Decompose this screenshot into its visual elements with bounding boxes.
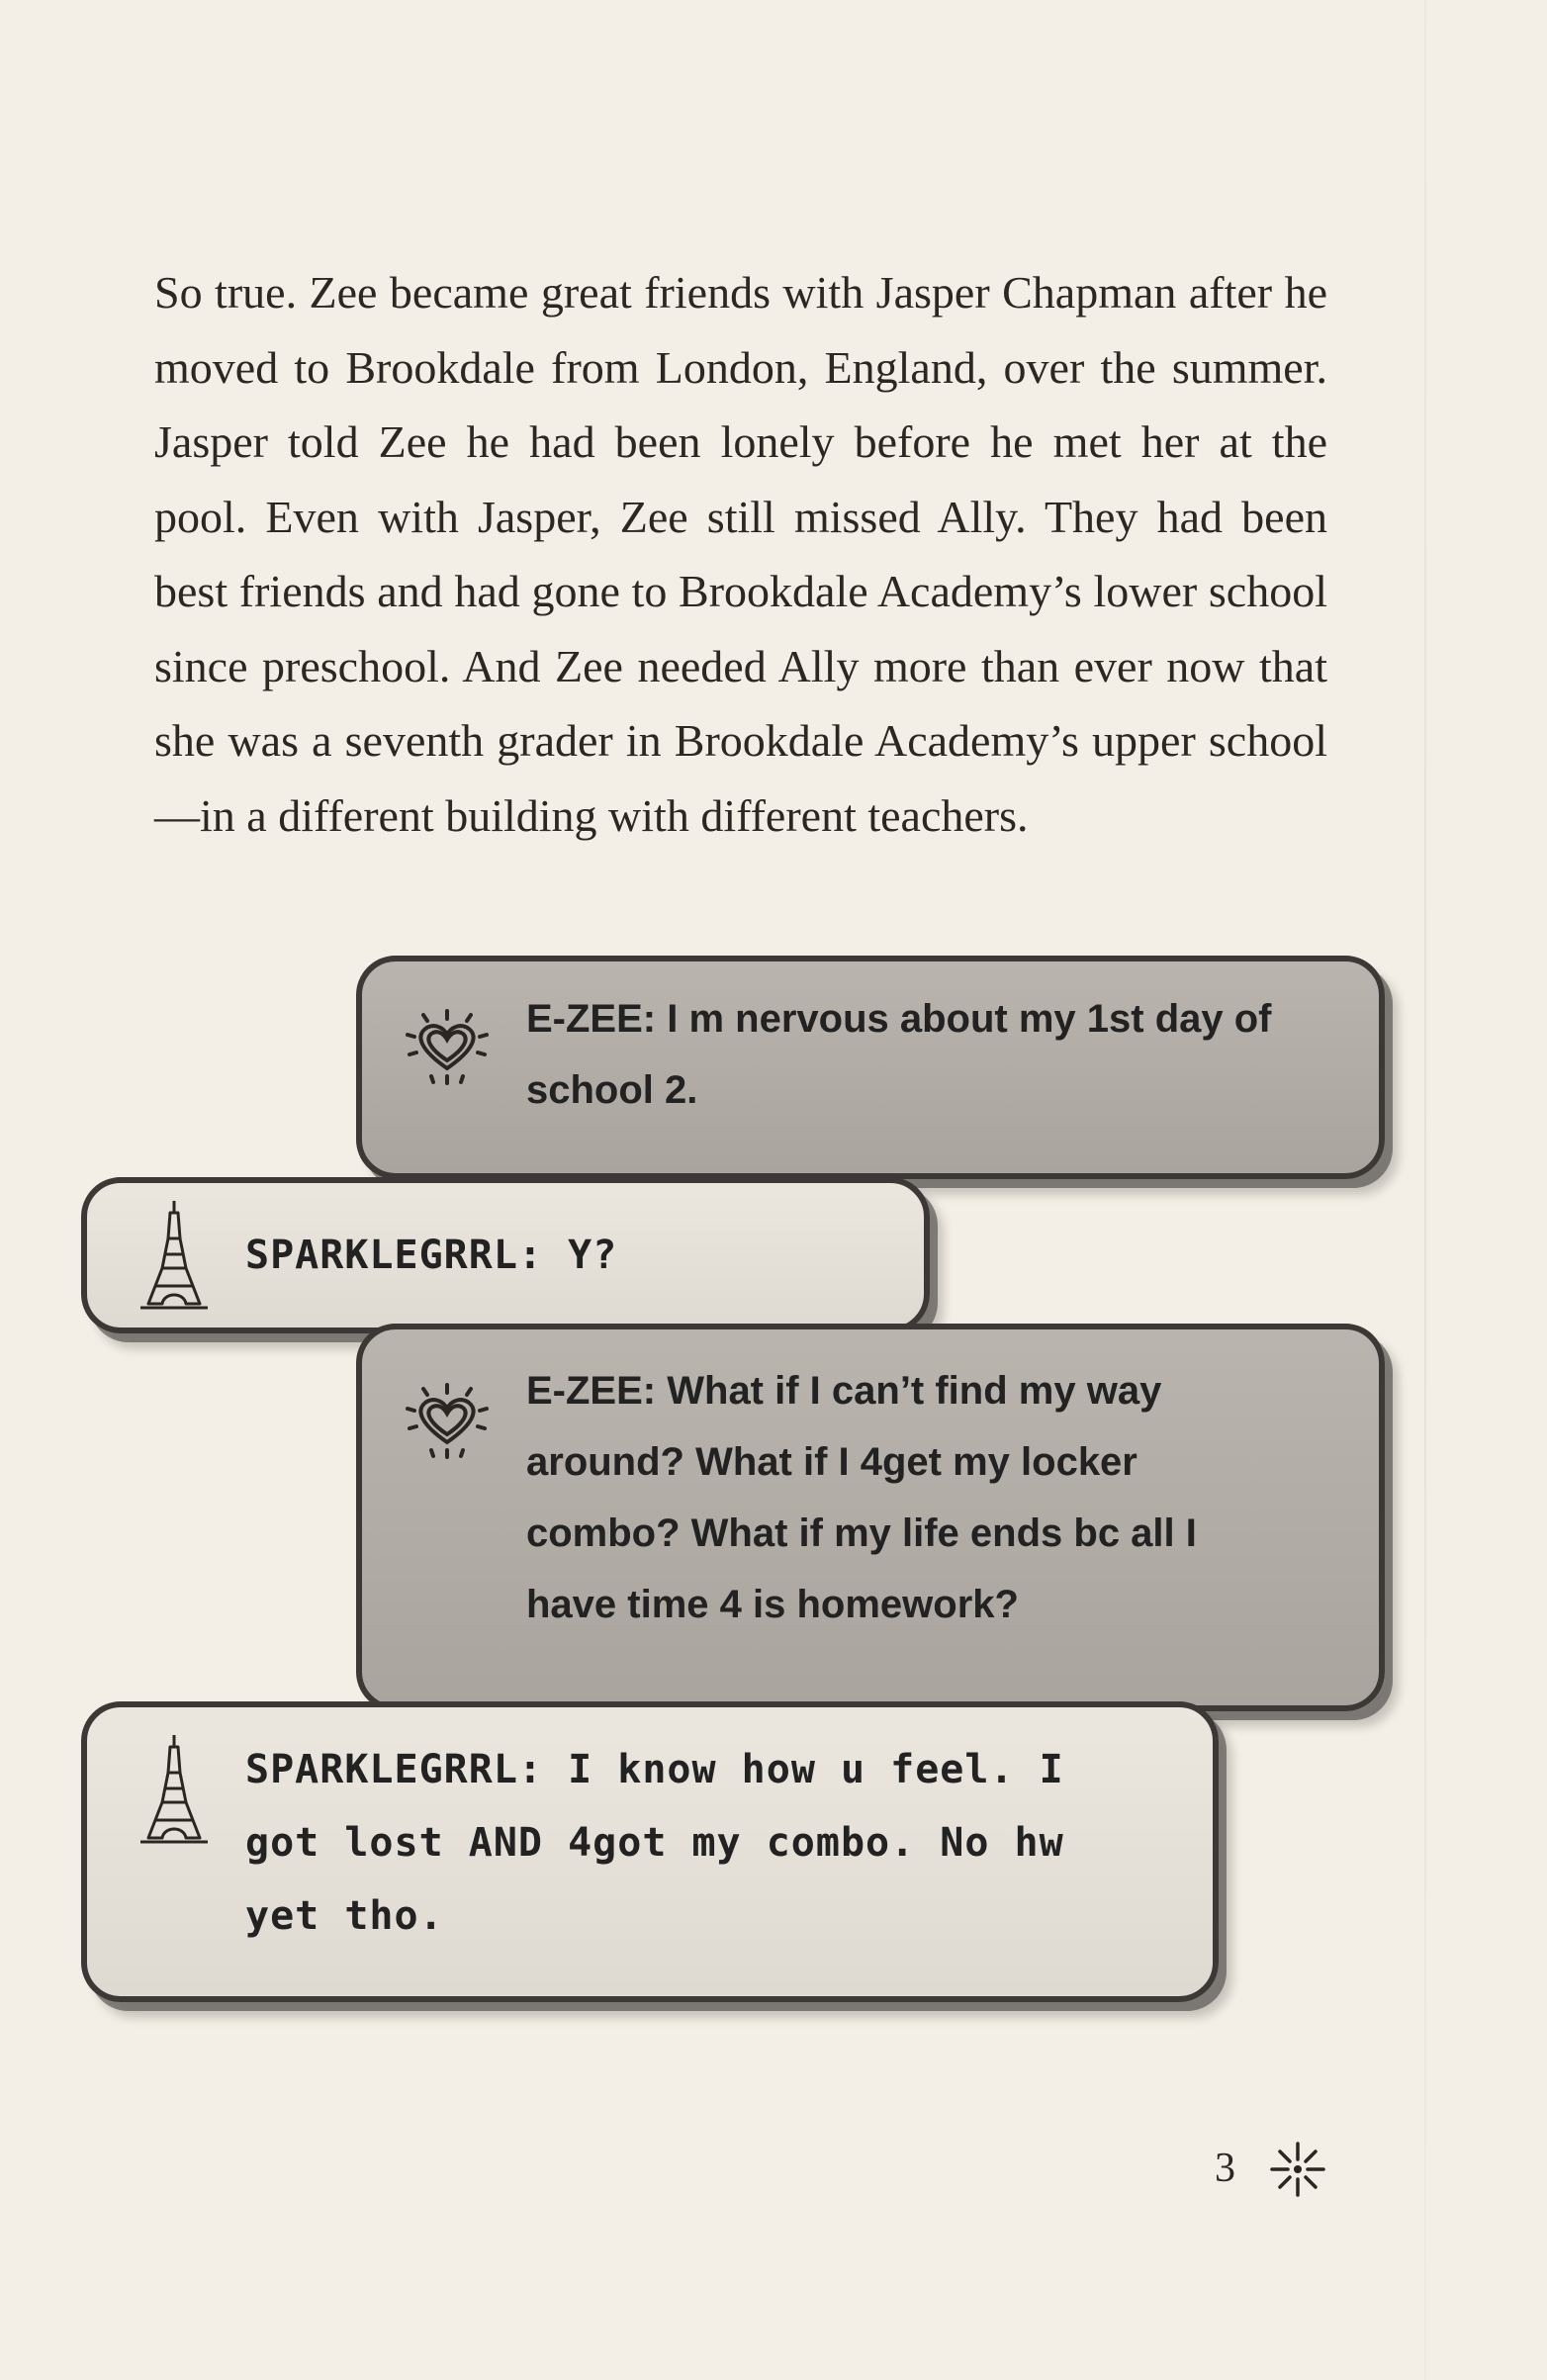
- message-text: Y?: [568, 1233, 618, 1278]
- chat-message: [245, 1733, 1136, 1953]
- page-number: 3: [1215, 2146, 1235, 2191]
- chat-message: [526, 983, 1298, 1126]
- eiffel-tower-icon: [135, 1199, 214, 1314]
- chat-bubble-sparklegrrl-1: [81, 1177, 930, 1333]
- message-text: I know how u feel. I got lost AND 4got my combo. No hw yet tho.: [245, 1747, 1064, 1939]
- body-paragraph: So true. Zee became great friends with Jasper Chapman after he moved to Brookdale from London, England, over the summer. Jasper told Zee he had been lonely before he met her at the pool. Even with Jasper, Zee still missed Ally. They had been best friends and had gone to Brookdale Academy’s lower school since preschool. And Zee needed Ally more than ever now that she was a seventh grader in Brookdale Academy’s upper school—in a different building with different teachers.: [154, 267, 1327, 841]
- heart-icon: [402, 1007, 493, 1086]
- sender-name: SPARKLEGRRL:: [245, 1747, 543, 1792]
- chat-message: [526, 1355, 1199, 1640]
- sender-name: SPARKLEGRRL:: [245, 1233, 543, 1278]
- heart-icon: [402, 1381, 493, 1460]
- message-text: I m nervous about my 1st day of school 2.: [526, 997, 1272, 1112]
- sender-name: E-ZEE:: [526, 997, 657, 1041]
- chat-bubble-ezee-1: [356, 956, 1385, 1179]
- chat-bubble-ezee-2: [356, 1324, 1385, 1711]
- eiffel-tower-icon: [135, 1733, 214, 1848]
- page-crease: [1424, 0, 1426, 2380]
- sender-name: E-ZEE:: [526, 1369, 657, 1413]
- chat-bubble-sparklegrrl-2: [81, 1701, 1219, 2002]
- chat-message: [245, 1219, 878, 1292]
- asterisk-star-icon: [1268, 2140, 1327, 2199]
- message-text: What if I can’t find my way around? What if I 4get my locker combo? What if my life ends bc all I have time 4 is homework?: [526, 1369, 1197, 1626]
